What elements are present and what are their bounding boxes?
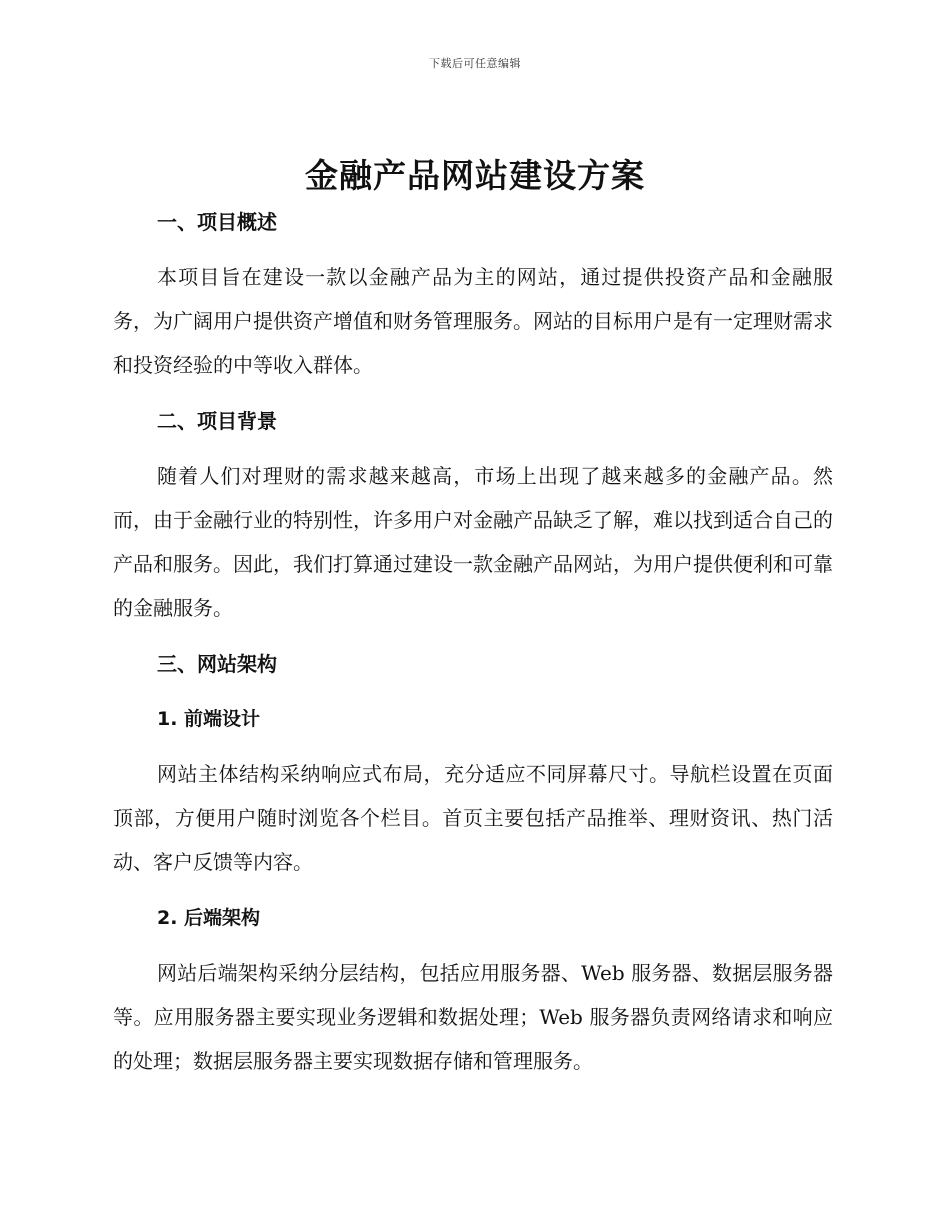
background-paragraph: 随着人们对理财的需求越来越高，市场上出现了越来越多的金融产品。然而，由于金融行业的特别性，许多用户对金融产品缺乏了解，难以找到适合自己的产品和服务。因此，我们打算通过建设一款金融产品网站，为用户提供便利和可靠的金融服务。 xyxy=(113,464,833,620)
document-title: 金融产品网站建设方案 xyxy=(305,156,645,195)
section-heading-background: 二、项目背景 xyxy=(157,409,277,433)
section-heading-overview: 一、项目概述 xyxy=(157,210,277,234)
overview-paragraph: 本项目旨在建设一款以金融产品为主的网站，通过提供投资产品和金融服务，为广阔用户提供资产增值和财务管理服务。网站的目标用户是有一定理财需求和投资经验的中等收入群体。 xyxy=(113,265,833,377)
header-note: 下载后可任意编辑 xyxy=(429,57,521,70)
document-body xyxy=(113,200,833,1083)
subsection-heading-backend: 2. 后端架构 xyxy=(157,907,261,929)
subsection-heading-frontend: 1. 前端设计 xyxy=(157,708,261,730)
section-heading-architecture: 三、网站架构 xyxy=(157,652,277,676)
frontend-paragraph: 网站主体结构采纳响应式布局，充分适应不同屏幕尺寸。导航栏设置在页面顶部，方便用户随时浏览各个栏目。首页主要包括产品推举、理财资讯、热门活动、客户反馈等内容。 xyxy=(113,762,833,874)
backend-paragraph: 网站后端架构采纳分层结构，包括应用服务器、Web 服务器、数据层服务器等。应用服务器主要实现业务逻辑和数据处理；Web 服务器负责网络请求和响应的处理；数据层服务器主要实现数据存储和管理服务。 xyxy=(113,961,833,1073)
